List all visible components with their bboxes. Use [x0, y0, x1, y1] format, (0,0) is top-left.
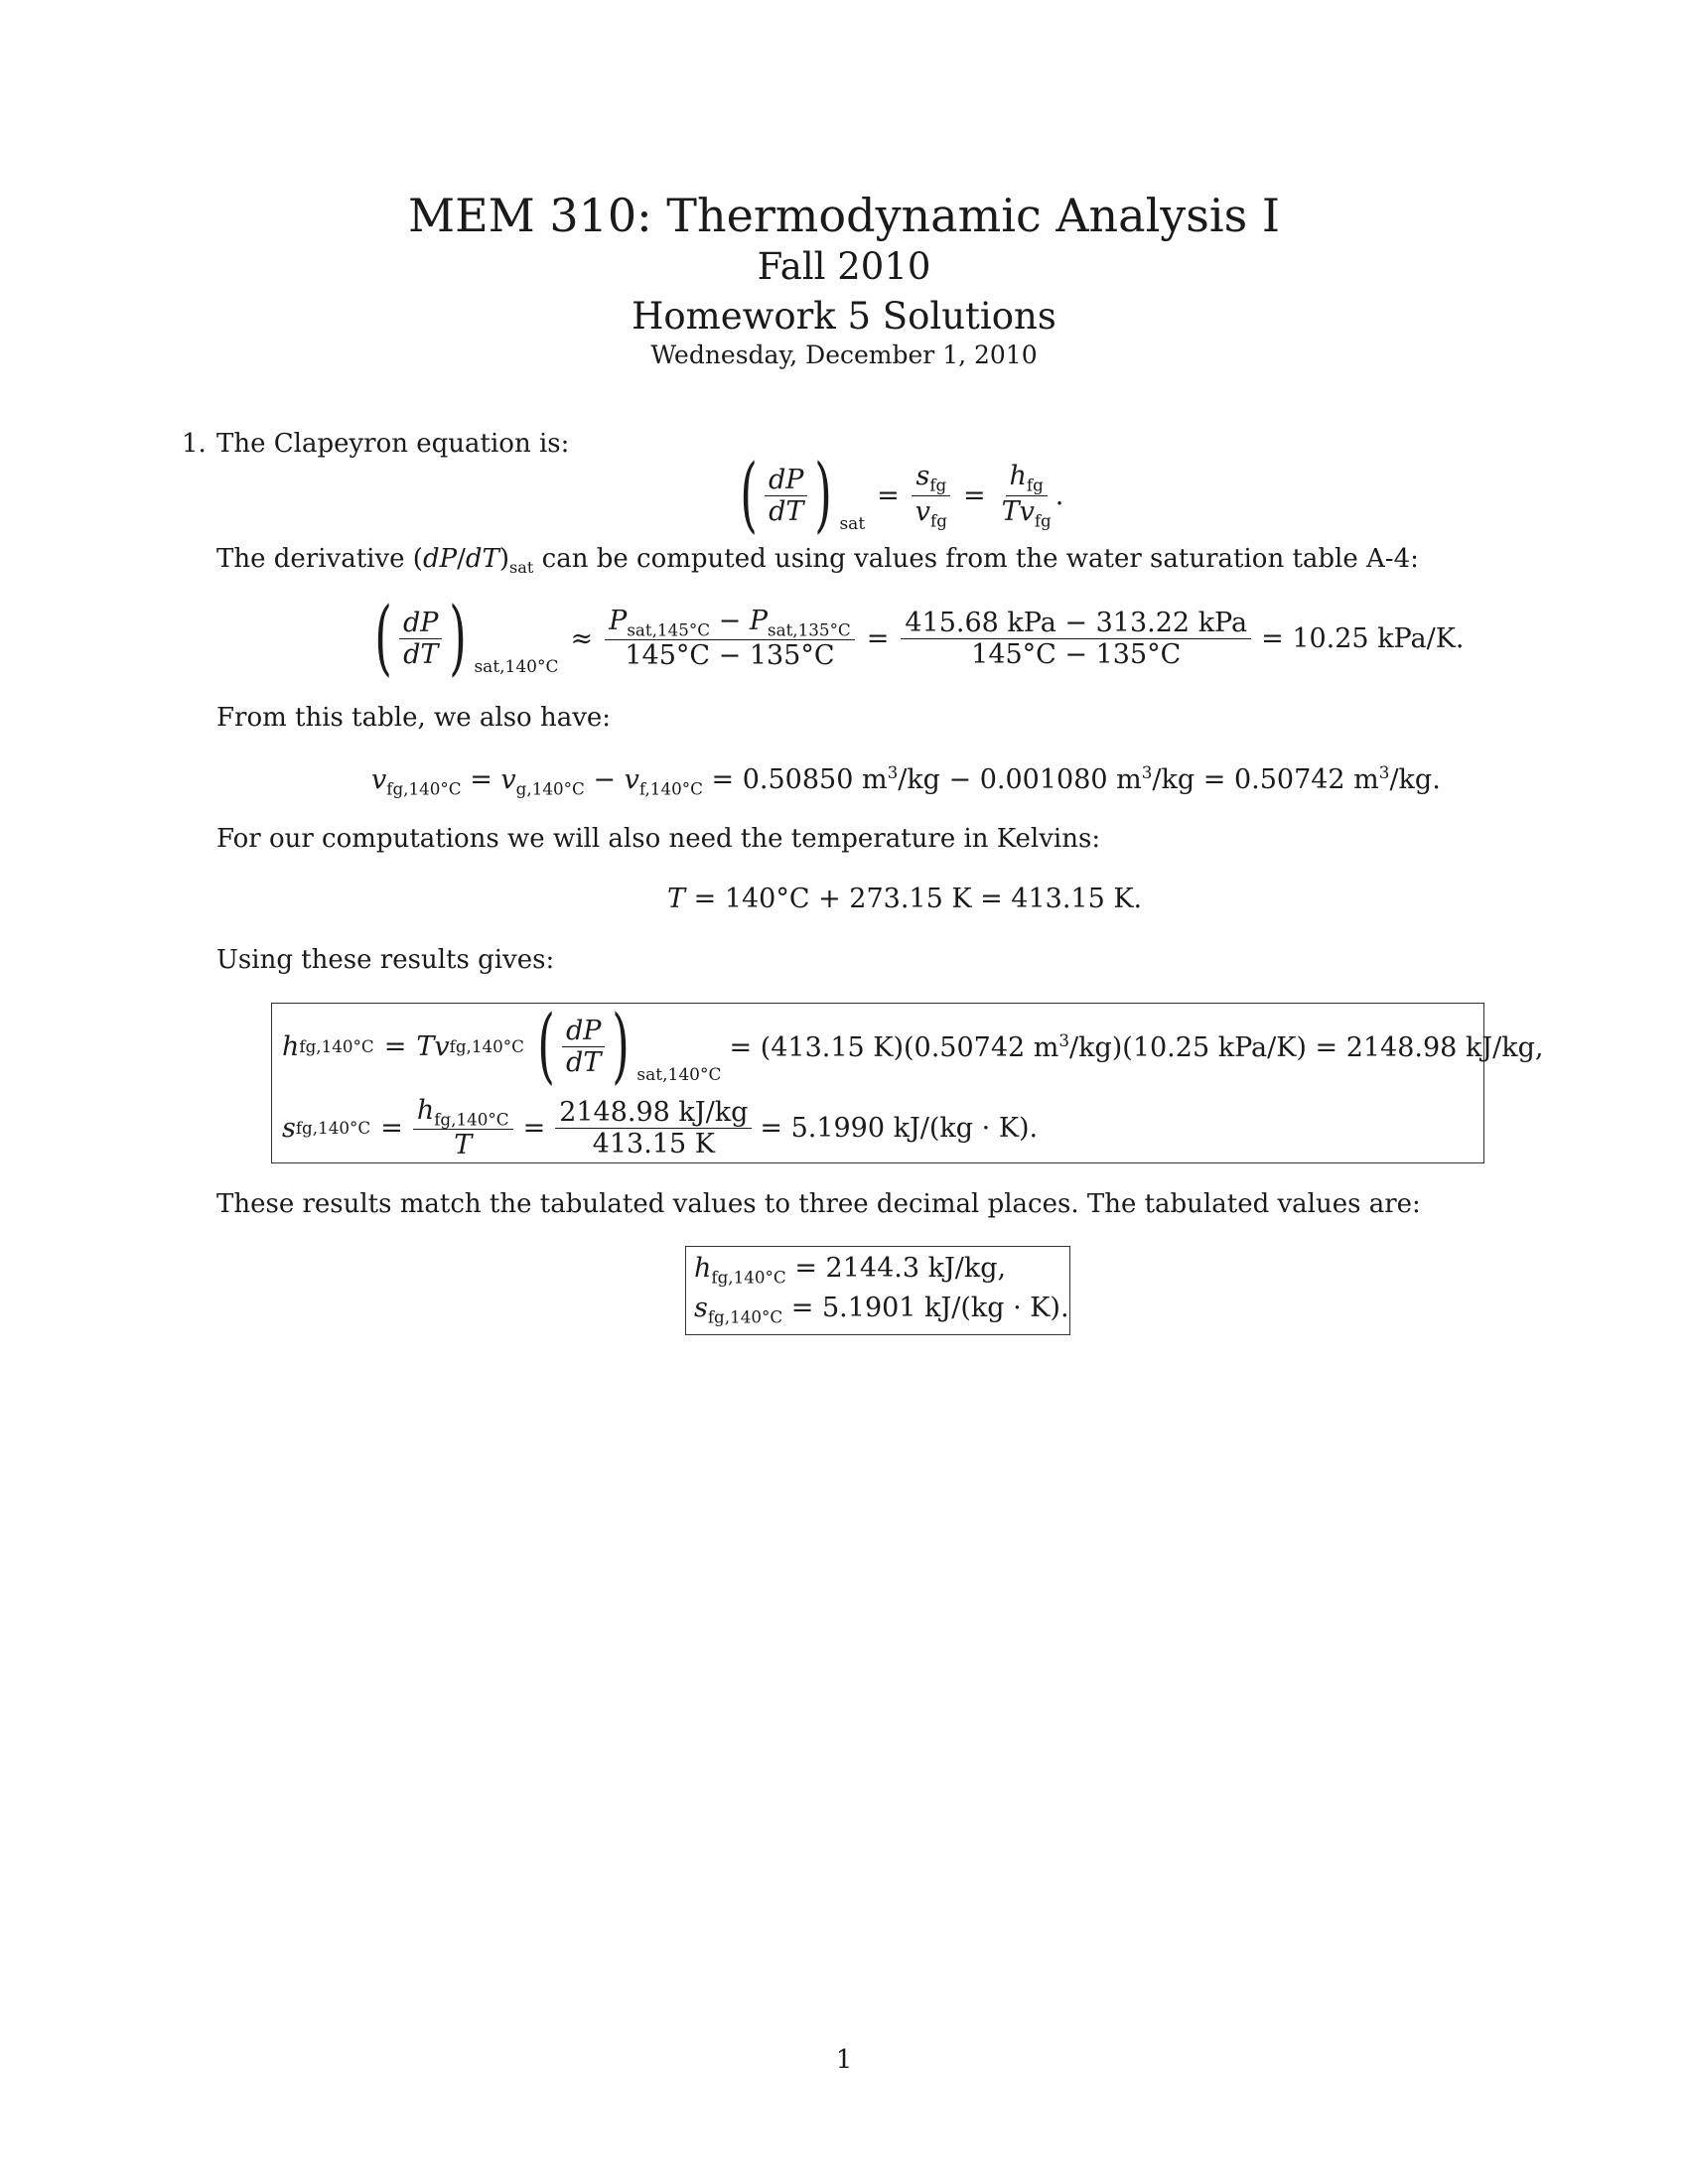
- derivative-den1: 145°C − 135°C: [625, 640, 835, 672]
- hfg-equation: h fg,140°C = Tv fg,140°C ( $\frac{dP}{dT}$ ) sat,140°C = (413.15 K)(0.50742 $m^3/kg)(10.25$ kPa/K) = 2148.98 kJ/kg,: [282, 999, 1544, 1093]
- derivative-num2: 415.68 kPa − 313.22 kPa: [901, 608, 1251, 639]
- results-text: Using these results gives:: [216, 945, 555, 975]
- boxed-results: [271, 999, 1544, 1163]
- derivative-text: The derivative $(dP/dT)_{sat}$ can be computed using values from the water saturation table A-4:: [216, 544, 1419, 578]
- vfg-equation: $v_{fg,140^\circ C} = v_{g,140^\circ C} - v_{f,140^\circ C} = 0.50850$ $m^3/kg - 0.001080$ $m^3/kg = 0.50742$ $m^3/kg$.: [371, 762, 1441, 799]
- f1-num: s: [915, 461, 930, 492]
- assignment-title: Homework 5 Solutions: [632, 295, 1056, 338]
- problem-number: 1.: [182, 429, 207, 459]
- match-text: These results match the tabulated values to three decimal places. The tabulated values are:: [216, 1189, 1421, 1219]
- term: Fall 2010: [757, 245, 931, 288]
- derivative-den2: 145°C − 135°C: [971, 638, 1182, 670]
- table-text: From this table, we also have:: [216, 703, 612, 733]
- clapeyron-equation: ( $\frac{dP}{dT}$ ) sat = $\frac{s_{fg}}{v_{fg}}$ = $\frac{h_{fg}}{Tv_{fg}}$ .: [740, 448, 1064, 542]
- clapeyron-lhs-den: dT: [769, 495, 804, 527]
- intro-text: The Clapeyron equation is:: [216, 429, 570, 459]
- document-title: MEM 310: Thermodynamic Analysis I: [407, 189, 1281, 242]
- kelvin-text: For our computations we will also need the temperature in Kelvins:: [216, 824, 1101, 854]
- f2-den: Tv: [1001, 495, 1035, 527]
- page-number: 1: [835, 2045, 853, 2075]
- derivative-lhs-sub: sat,140°C: [474, 657, 559, 677]
- tabulated-hfg: $h_{fg,140^\circ C} = 2144.3$ kJ/kg,: [694, 1253, 1007, 1288]
- clapeyron-lhs-num: dP: [765, 465, 807, 496]
- tabulated-sfg: $s_{fg,140^\circ C} = 5.1901$ kJ/(kg · K).: [694, 1293, 1069, 1327]
- clapeyron-lhs-sub: sat: [839, 514, 866, 534]
- tabulated-box: [685, 1246, 1070, 1335]
- derivative-result: = 10.25 kPa/K.: [1261, 622, 1465, 654]
- f1-den: v: [914, 495, 931, 527]
- f2-num: h: [1009, 461, 1027, 492]
- sfg-equation: s fg,140°C = $\frac{h_{fg,140^\circ C}}{T}$ = $\frac{2148.98 kJ/kg}{413.15 K}$ = 5.1990 kJ/(kg · K).: [282, 1095, 1039, 1161]
- derivative-equation: ( $\frac{dP}{dT}$ ) sat,140°C ≈ $\frac{P_{sat,145^\circ C} - P_{sat,135^\circ C}}{145^\circ C - 135^\circ C}$ = $\frac{\text{415.68 kPa − 313.22 kPa}}{145^\circ C - 135^\circ C}$ = 10.25 kPa/K.: [374, 591, 1465, 685]
- date: Wednesday, December 1, 2010: [650, 341, 1038, 369]
- kelvin-equation: T = 140°C + 273.15 K = 413.15 K.: [667, 884, 1143, 914]
